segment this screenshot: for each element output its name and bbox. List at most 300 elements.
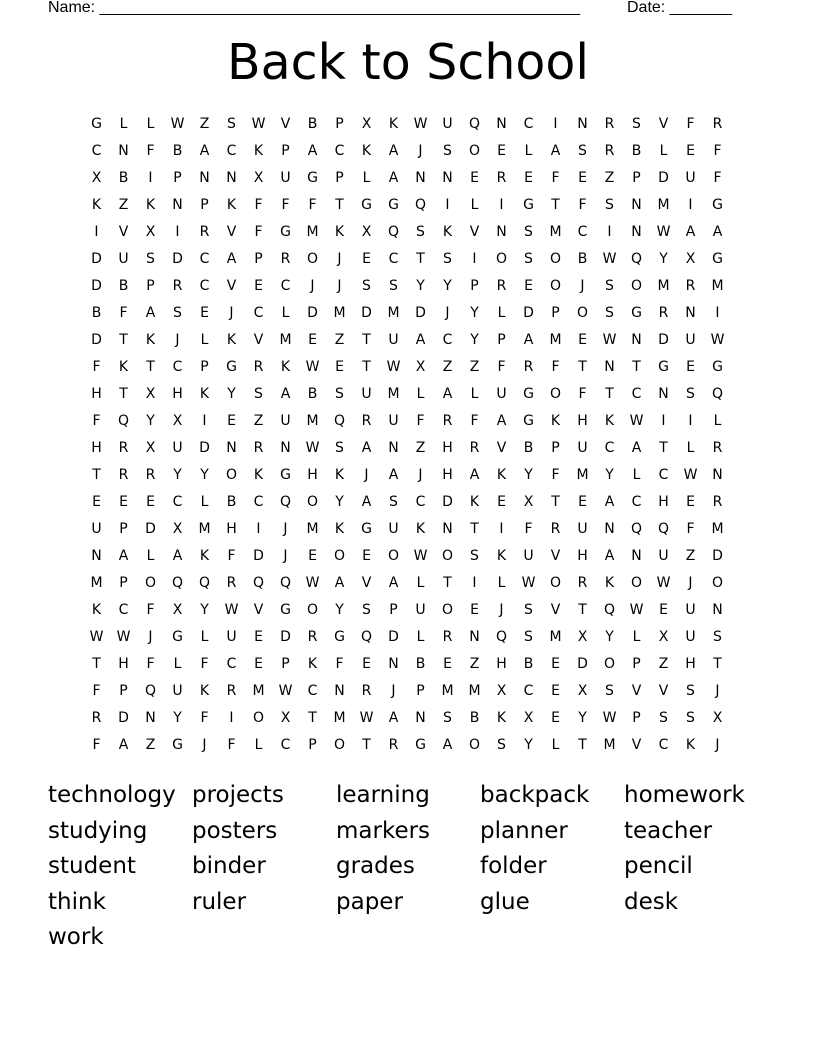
grid-letter: O (225, 467, 238, 483)
grid-letter: E (443, 656, 452, 672)
grid-letter: S (254, 386, 263, 402)
grid-letter: R (172, 278, 183, 294)
grid-letter: W (116, 629, 131, 645)
grid-letter: Q (387, 224, 400, 240)
grid-letter: W (656, 575, 671, 591)
word-bank-item: pencil (624, 853, 693, 880)
grid-letter: E (551, 710, 560, 726)
grid-letter: N (631, 197, 642, 213)
grid-row (83, 246, 731, 273)
grid-letter: S (605, 305, 614, 321)
grid-row (83, 219, 731, 246)
grid-letter: U (577, 440, 588, 456)
grid-letter: U (361, 386, 372, 402)
grid-letter: Y (659, 251, 668, 267)
grid-letter: L (119, 116, 128, 132)
grid-letter: P (281, 143, 290, 159)
grid-letter: L (146, 116, 155, 132)
grid-letter: C (253, 305, 264, 321)
grid-letter: S (713, 629, 722, 645)
grid-letter: I (553, 116, 558, 132)
word-bank-item: posters (192, 817, 278, 844)
grid-letter: C (604, 440, 615, 456)
grid-letter: Q (171, 575, 184, 591)
grid-letter: B (307, 116, 318, 132)
grid-letter: U (496, 386, 507, 402)
grid-letter: R (496, 170, 507, 186)
grid-row (83, 570, 731, 597)
grid-letter: A (415, 332, 426, 348)
grid-letter: N (172, 197, 183, 213)
grid-letter: S (524, 602, 533, 618)
grid-letter: P (389, 602, 398, 618)
grid-letter: J (175, 332, 180, 348)
grid-letter: A (469, 467, 480, 483)
grid-letter: K (253, 143, 264, 159)
grid-letter: I (175, 224, 180, 240)
grid-letter: Q (630, 251, 643, 267)
word-bank-item: think (48, 888, 106, 915)
grid-letter: K (496, 548, 507, 564)
grid-letter: G (712, 197, 723, 213)
grid-letter: A (712, 224, 723, 240)
grid-letter: B (415, 656, 426, 672)
grid-letter: K (145, 197, 156, 213)
grid-letter: K (442, 224, 453, 240)
grid-letter: C (631, 494, 642, 510)
grid-row (83, 732, 731, 759)
word-bank-item: folder (480, 853, 547, 880)
grid-letter: Q (279, 575, 292, 591)
grid-letter: F (92, 413, 101, 429)
grid-letter: S (416, 224, 425, 240)
grid-letter: F (416, 413, 425, 429)
grid-letter: K (253, 467, 264, 483)
grid-letter: S (443, 143, 452, 159)
grid-letter: F (92, 359, 101, 375)
grid-letter: Y (200, 602, 209, 618)
grid-letter: K (280, 359, 291, 375)
grid-letter: D (712, 548, 723, 564)
grid-letter: D (415, 305, 426, 321)
grid-letter: S (443, 710, 452, 726)
grid-letter: J (391, 683, 396, 699)
page-title: Back to School (227, 34, 589, 91)
grid-letter: Y (173, 467, 182, 483)
grid-letter: G (307, 170, 318, 186)
grid-letter: G (523, 197, 534, 213)
grid-letter: V (550, 602, 561, 618)
grid-letter: L (497, 575, 506, 591)
grid-letter: T (578, 737, 587, 753)
grid-letter: G (712, 359, 723, 375)
grid-letter: Y (146, 413, 155, 429)
grid-letter: F (200, 656, 209, 672)
grid-letter: A (523, 332, 534, 348)
grid-letter: W (413, 116, 428, 132)
grid-letter: O (711, 575, 724, 591)
grid-letter: C (658, 737, 669, 753)
grid-letter: Y (443, 278, 452, 294)
grid-letter: P (254, 251, 263, 267)
grid-letter: E (92, 494, 101, 510)
grid-letter: K (334, 521, 345, 537)
grid-letter: U (388, 413, 399, 429)
word-bank-item: studying (48, 817, 148, 844)
word-bank (48, 778, 788, 956)
grid-letter: W (170, 116, 185, 132)
grid-letter: S (686, 710, 695, 726)
grid-letter: K (415, 521, 426, 537)
grid-letter: M (387, 305, 400, 321)
grid-letter: P (551, 305, 560, 321)
grid-letter: K (388, 116, 399, 132)
grid-letter: E (308, 332, 317, 348)
grid-letter: F (146, 656, 155, 672)
grid-letter: W (305, 440, 320, 456)
grid-letter: Z (658, 656, 669, 672)
grid-letter: Z (145, 737, 156, 753)
grid-letter: M (333, 710, 346, 726)
grid-letter: W (386, 359, 401, 375)
grid-letter: R (604, 143, 615, 159)
grid-letter: K (226, 197, 237, 213)
grid-letter: L (713, 413, 722, 429)
grid-letter: I (229, 710, 234, 726)
grid-letter: H (658, 494, 669, 510)
grid-letter: U (523, 548, 534, 564)
grid-letter: R (712, 494, 723, 510)
grid-letter: G (280, 602, 291, 618)
grid-letter: U (280, 170, 291, 186)
grid-letter: H (685, 656, 696, 672)
grid-letter: L (254, 737, 263, 753)
grid-letter: W (251, 116, 266, 132)
grid-letter: P (335, 170, 344, 186)
grid-row (83, 678, 731, 705)
grid-letter: I (688, 413, 693, 429)
grid-letter: R (91, 710, 102, 726)
grid-letter: L (200, 629, 209, 645)
grid-letter: C (442, 332, 453, 348)
word-bank-item: binder (192, 853, 266, 880)
grid-letter: Q (198, 575, 211, 591)
grid-letter: M (90, 575, 103, 591)
grid-letter: J (418, 467, 423, 483)
grid-letter: E (578, 494, 587, 510)
grid-letter: O (144, 575, 157, 591)
grid-letter: W (89, 629, 104, 645)
grid-letter: Z (469, 656, 480, 672)
grid-letter: I (148, 170, 153, 186)
grid-letter: C (226, 656, 237, 672)
grid-letter: R (388, 737, 399, 753)
grid-row (83, 516, 731, 543)
grid-letter: Y (524, 737, 533, 753)
grid-letter: K (199, 386, 210, 402)
grid-letter: A (388, 710, 399, 726)
grid-letter: G (523, 386, 534, 402)
grid-letter: R (118, 440, 129, 456)
grid-letter: M (657, 197, 670, 213)
grid-letter: T (713, 656, 722, 672)
grid-letter: X (523, 494, 534, 510)
grid-letter: S (605, 278, 614, 294)
grid-letter: L (497, 305, 506, 321)
grid-letter: O (468, 143, 481, 159)
grid-letter: T (551, 197, 560, 213)
grid-letter: E (551, 683, 560, 699)
grid-letter: Q (252, 575, 265, 591)
grid-letter: I (94, 224, 99, 240)
grid-letter: P (632, 710, 641, 726)
grid-letter: F (254, 197, 263, 213)
grid-row (83, 408, 731, 435)
grid-letter: F (470, 413, 479, 429)
grid-letter: E (146, 494, 155, 510)
word-bank-item: technology (48, 782, 176, 808)
grid-letter: Z (253, 413, 264, 429)
grid-letter: Y (416, 278, 425, 294)
grid-letter: N (658, 386, 669, 402)
grid-letter: R (577, 575, 588, 591)
grid-letter: E (578, 170, 587, 186)
grid-letter: J (499, 602, 504, 618)
grid-letter: U (118, 251, 129, 267)
grid-letter: R (118, 467, 129, 483)
grid-letter: T (659, 440, 668, 456)
grid-letter: N (496, 116, 507, 132)
grid-letter: R (280, 251, 291, 267)
grid-letter: C (172, 494, 183, 510)
grid-letter: I (445, 197, 450, 213)
grid-letter: W (710, 332, 725, 348)
word-bank-item: learning (336, 782, 430, 808)
grid-letter: U (172, 440, 183, 456)
grid-letter: N (280, 440, 291, 456)
grid-letter: B (307, 386, 318, 402)
grid-letter: F (551, 467, 560, 483)
grid-letter: C (415, 494, 426, 510)
word-bank-item: paper (336, 888, 403, 915)
grid-letter: F (227, 548, 236, 564)
grid-letter: Y (605, 467, 614, 483)
grid-letter: H (442, 467, 453, 483)
grid-letter: V (658, 116, 669, 132)
grid-letter: M (711, 278, 724, 294)
grid-letter: L (470, 386, 479, 402)
grid-letter: I (202, 413, 207, 429)
grid-letter: O (306, 494, 319, 510)
grid-letter: T (92, 467, 101, 483)
grid-letter: Z (469, 359, 480, 375)
grid-letter: D (91, 332, 102, 348)
grid-letter: S (173, 305, 182, 321)
grid-letter: S (389, 494, 398, 510)
grid-letter: R (469, 440, 480, 456)
grid-letter: C (280, 737, 291, 753)
grid-letter: C (334, 143, 345, 159)
grid-letter: E (362, 656, 371, 672)
grid-letter: O (549, 251, 562, 267)
grid-letter: N (712, 467, 723, 483)
grid-letter: F (578, 197, 587, 213)
grid-letter: U (280, 413, 291, 429)
grid-letter: U (685, 332, 696, 348)
grid-letter: C (199, 251, 210, 267)
grid-letter: J (310, 278, 315, 294)
grid-letter: Q (711, 386, 724, 402)
grid-letter: I (499, 197, 504, 213)
grid-letter: N (118, 143, 129, 159)
grid-letter: V (226, 224, 237, 240)
grid-letter: O (495, 251, 508, 267)
grid-letter: A (604, 494, 615, 510)
grid-letter: H (172, 386, 183, 402)
grid-letter: N (712, 602, 723, 618)
grid-letter: P (308, 737, 317, 753)
grid-letter: N (685, 305, 696, 321)
grid-letter: B (118, 170, 129, 186)
grid-letter: E (686, 494, 695, 510)
grid-letter: A (226, 251, 237, 267)
word-bank-item: homework (624, 782, 745, 808)
grid-letter: X (145, 386, 156, 402)
grid-letter: N (604, 359, 615, 375)
grid-letter: G (361, 521, 372, 537)
word-bank-item: student (48, 853, 136, 880)
grid-letter: L (524, 143, 533, 159)
word-bank-item: grades (336, 853, 415, 880)
grid-letter: N (631, 224, 642, 240)
grid-letter: J (337, 251, 342, 267)
grid-letter: L (416, 575, 425, 591)
grid-letter: P (200, 359, 209, 375)
grid-letter: G (658, 359, 669, 375)
word-bank-item: teacher (624, 817, 713, 844)
grid-row (83, 300, 731, 327)
grid-letter: R (145, 467, 156, 483)
grid-letter: T (119, 386, 128, 402)
grid-letter: L (470, 197, 479, 213)
grid-letter: O (387, 548, 400, 564)
grid-letter: N (226, 170, 237, 186)
grid-letter: R (361, 683, 372, 699)
grid-letter: D (172, 251, 183, 267)
grid-letter: S (443, 251, 452, 267)
grid-letter: S (146, 251, 155, 267)
grid-letter: A (388, 467, 399, 483)
grid-letter: T (551, 494, 560, 510)
grid-letter: X (145, 440, 156, 456)
grid-letter: W (359, 710, 374, 726)
grid-letter: C (523, 683, 534, 699)
grid-letter: C (118, 602, 129, 618)
grid-letter: E (659, 602, 668, 618)
grid-letter: C (172, 359, 183, 375)
grid-letter: N (631, 548, 642, 564)
grid-letter: H (442, 440, 453, 456)
grid-letter: X (172, 413, 183, 429)
grid-letter: K (199, 548, 210, 564)
grid-letter: M (711, 521, 724, 537)
grid-letter: A (442, 386, 453, 402)
grid-letter: V (253, 332, 264, 348)
grid-letter: O (549, 278, 562, 294)
grid-letter: W (629, 602, 644, 618)
grid-letter: A (307, 143, 318, 159)
grid-letter: M (279, 332, 292, 348)
name-field-label: Name: ______________________________________________________ (48, 0, 581, 16)
grid-letter: O (333, 737, 346, 753)
grid-letter: S (335, 386, 344, 402)
grid-letter: G (172, 737, 183, 753)
grid-row (83, 435, 731, 462)
grid-letter: E (470, 602, 479, 618)
grid-letter: U (388, 521, 399, 537)
grid-letter: I (607, 224, 612, 240)
grid-letter: E (524, 278, 533, 294)
grid-letter: R (253, 440, 264, 456)
grid-letter: Y (335, 602, 344, 618)
grid-letter: F (713, 170, 722, 186)
grid-letter: X (91, 170, 102, 186)
grid-row (83, 111, 731, 138)
grid-letter: N (577, 116, 588, 132)
grid-letter: D (577, 656, 588, 672)
grid-letter: E (227, 413, 236, 429)
grid-row (83, 327, 731, 354)
grid-letter: B (577, 251, 588, 267)
grid-letter: I (472, 251, 477, 267)
grid-letter: G (712, 251, 723, 267)
grid-letter: E (578, 332, 587, 348)
grid-letter: K (685, 737, 696, 753)
grid-letter: N (199, 170, 210, 186)
grid-letter: A (334, 575, 345, 591)
grid-letter: N (388, 440, 399, 456)
grid-letter: I (688, 197, 693, 213)
grid-letter: E (686, 143, 695, 159)
grid-letter: A (550, 143, 561, 159)
grid-letter: K (361, 143, 372, 159)
grid-letter: T (605, 386, 614, 402)
grid-letter: J (580, 278, 585, 294)
grid-letter: V (469, 224, 480, 240)
grid-letter: Y (524, 467, 533, 483)
grid-letter: G (91, 116, 102, 132)
grid-letter: S (335, 440, 344, 456)
grid-letter: W (602, 710, 617, 726)
grid-letter: T (578, 359, 587, 375)
word-search-grid (83, 111, 731, 759)
grid-letter: P (146, 278, 155, 294)
grid-row (83, 651, 731, 678)
grid-letter: E (254, 629, 263, 645)
grid-letter: M (306, 224, 319, 240)
grid-letter: Q (603, 602, 616, 618)
grid-letter: B (631, 143, 642, 159)
grid-letter: V (253, 602, 264, 618)
grid-letter: J (148, 629, 153, 645)
grid-letter: N (442, 170, 453, 186)
grid-letter: D (388, 629, 399, 645)
grid-letter: L (659, 143, 668, 159)
grid-letter: X (685, 251, 696, 267)
grid-letter: V (496, 440, 507, 456)
grid-letter: F (713, 143, 722, 159)
grid-letter: Z (199, 116, 210, 132)
